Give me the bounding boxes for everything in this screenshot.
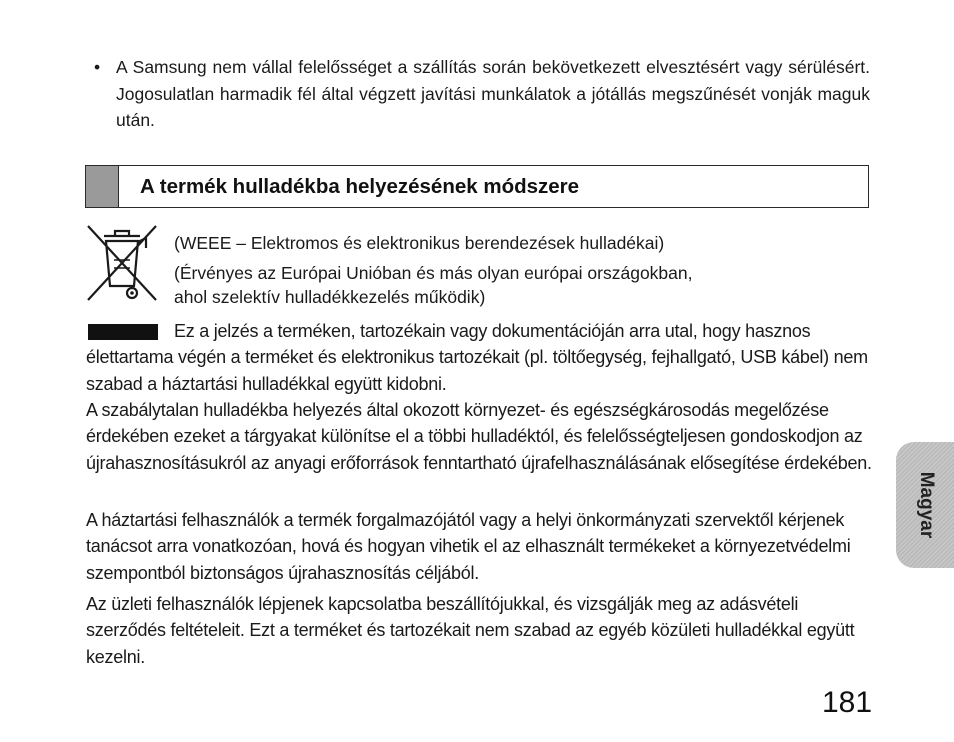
section-header <box>85 165 869 208</box>
section-header-tab <box>86 166 119 207</box>
paragraph-household-users: A háztartási felhasználók a termék forgalmazójától vagy a helyi önkormányzati szervektől kérjenek tanácsot arra vonatkozóan, hová és hogyan vihetik el az elhasznált termékeket a környezetvédelmi szempontból biztonságos újrahasznosítás céljából. <box>86 510 851 583</box>
crossed-out-wheelie-bin-icon <box>84 220 160 306</box>
bullet-item-samsung-liability <box>94 54 870 134</box>
paragraph-marking-meaning <box>86 318 876 397</box>
weee-scope-line2: ahol szelektív hulladékkezelés működik) <box>174 287 486 307</box>
paragraph-business-users: Az üzleti felhasználók lépjenek kapcsolatba beszállítójukkal, és vizsgálják meg az adásvételi szerződés feltételeit. Ezt a terméket és tartozékait nem szabad az egyéb közületi hulladékkal együtt kezelni. <box>86 594 855 667</box>
section-title: A termék hulladékba helyezésének módszere <box>140 175 580 198</box>
language-tab-label: Magyar <box>916 471 937 539</box>
page-number: 181 <box>822 686 873 719</box>
weee-title: (WEEE – Elektromos és elektronikus berendezések hulladékai) <box>174 233 665 253</box>
language-tab <box>896 442 954 568</box>
paragraph-environment: A szabálytalan hulladékba helyezés által okozott környezet- és egészségkárosodás megelőzése érdekében ezeket a tárgyakat különítse el a többi hulladéktól, és felelősségteljesen gondoskodjon az újrahasznosításukról az anyagi erőforrások fenntartható újrafelhasználásának elősegítése érdekében. <box>86 400 872 473</box>
weee-scope-line1: (Érvényes az Európai Unióban és más olyan európai országokban, <box>174 263 693 283</box>
bullet-text: A Samsung nem vállal felelősséget a szállítás során bekövetkezett elvesztésért vagy sérülésért. Jogosulatlan harmadik fél által végzett javítási munkálatok a jótállás megszűnését vonják maguk után. <box>116 57 870 130</box>
bullet-marker: • <box>94 57 101 77</box>
paragraph-rest: hasznos élettartama végén a terméket és elektronikus tartozékait (pl. töltőegység, fejhallgató, USB kábel) nem szabad a háztartási hulladékkal együtt kidobni. <box>86 321 868 394</box>
paragraph-first-line: Ez a jelzés a terméken, tartozékain vagy dokumentációján arra utal, hogy <box>174 321 741 341</box>
